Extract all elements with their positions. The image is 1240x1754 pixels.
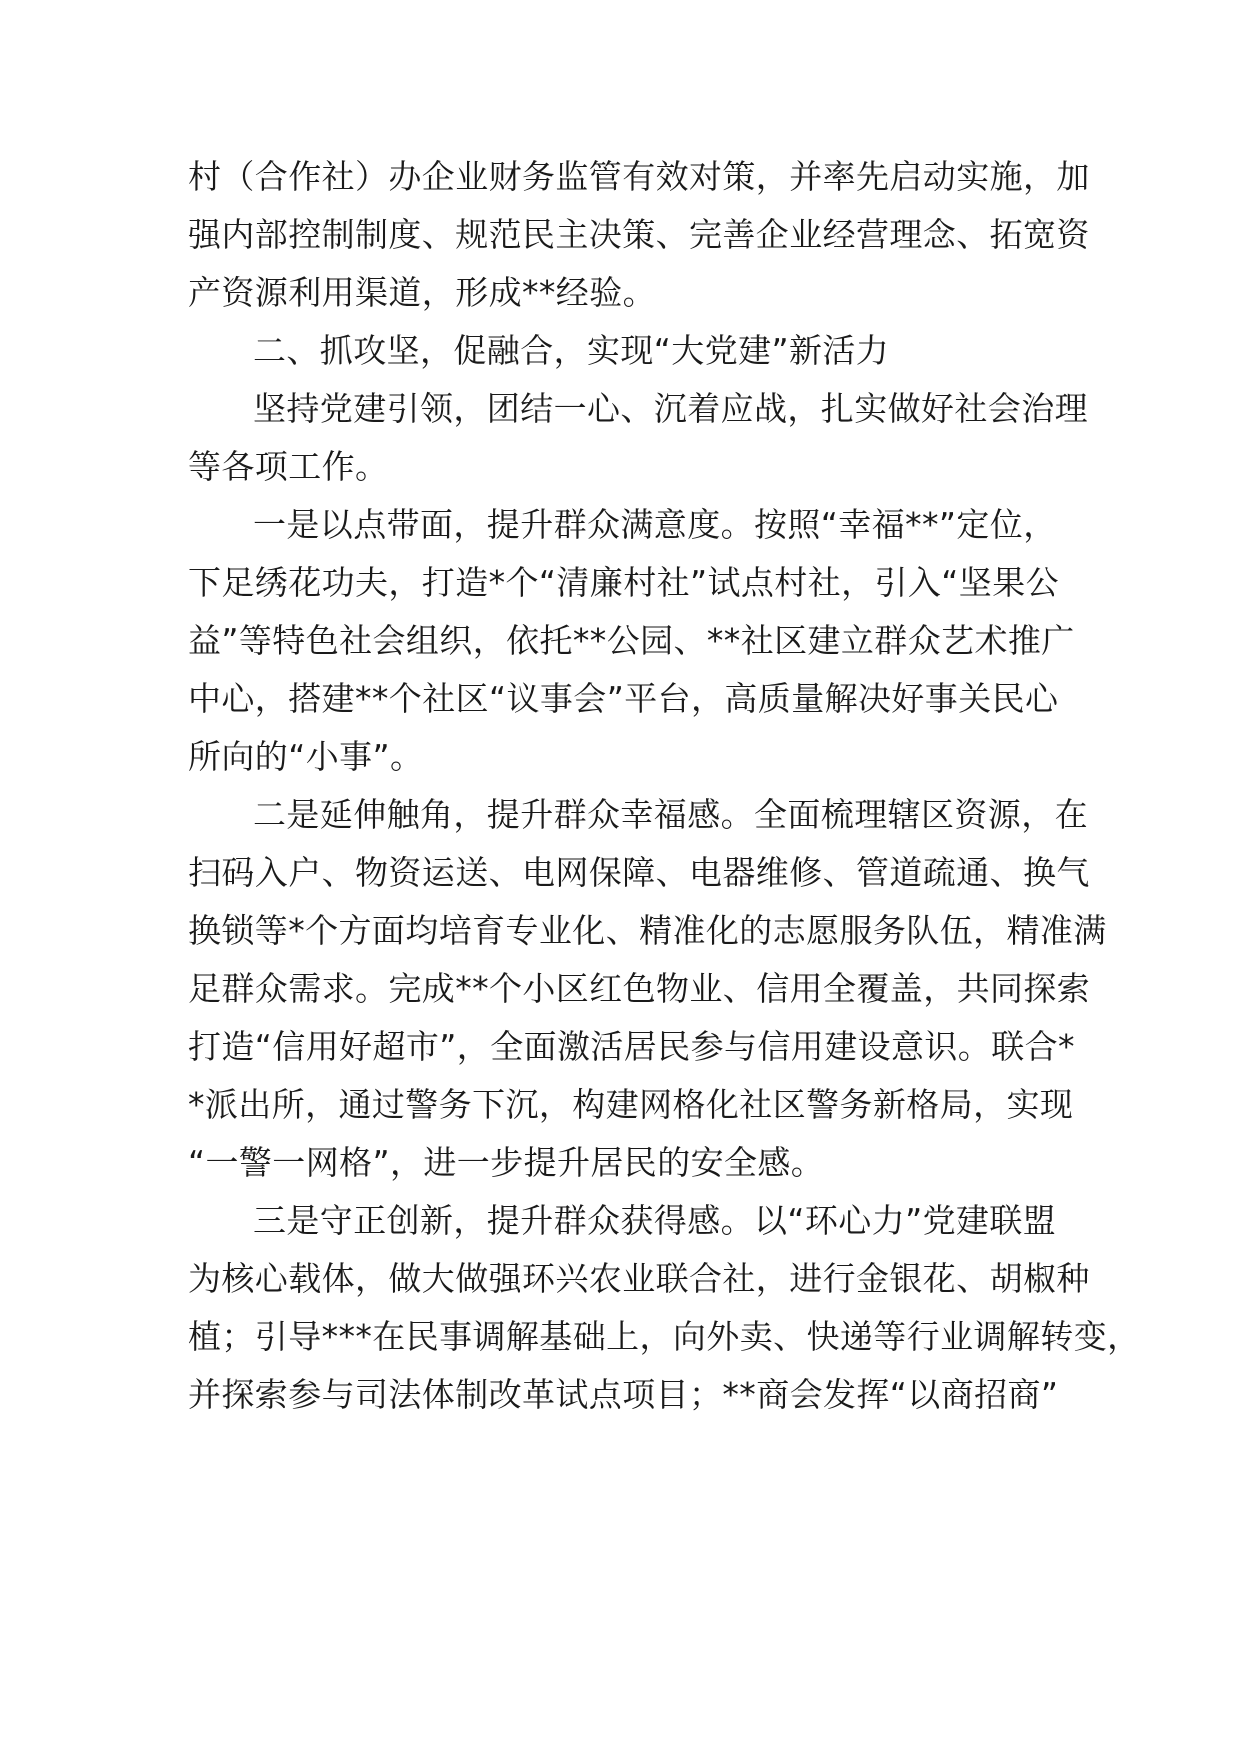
text-line-21: 植；引导***在民事调解基础上，向外卖、快递等行业调解转变，: [188, 1317, 1141, 1356]
text-line-2: 强内部控制制度、规范民主决策、完善企业经营理念、拓宽资: [188, 215, 1090, 254]
text-line-11: 所向的“小事”。: [188, 737, 424, 776]
text-line-12: 二是延伸触角，提升群众幸福感。全面梳理辖区资源，在: [253, 795, 1088, 834]
text-line-7: 一是以点带面，提升群众满意度。按照“幸福**”定位，: [253, 505, 1057, 544]
text-line-14: 换锁等*个方面均培育专业化、精准化的志愿服务队伍，精准满: [188, 911, 1107, 950]
text-line-13: 扫码入户、物资运送、电网保障、电器维修、管道疏通、换气: [188, 853, 1090, 892]
text-line-1: 村（合作社）办企业财务监管有效对策，并率先启动实施，加: [188, 157, 1090, 196]
text-line-18: “一警一网格”，进一步提升居民的安全感。: [188, 1143, 825, 1182]
text-line-22: 并探索参与司法体制改革试点项目；**商会发挥“以商招商”: [188, 1375, 1059, 1414]
text-line-5: 坚持党建引领，团结一心、沉着应战，扎实做好社会治理: [253, 389, 1088, 428]
text-line-9: 益”等特色社会组织，依托**公园、**社区建立群众艺术推广: [188, 621, 1075, 660]
text-line-20: 为核心载体，做大做强环兴农业联合社，进行金银花、胡椒种: [188, 1259, 1090, 1298]
section-heading: 二、抓攻坚，促融合，实现“大党建”新活力: [253, 331, 890, 370]
text-line-3: 产资源利用渠道，形成**经验。: [188, 273, 656, 312]
text-line-16: 打造“信用好超市”，全面激活居民参与信用建设意识。联合*: [188, 1027, 1075, 1066]
text-line-17: *派出所，通过警务下沉，构建网格化社区警务新格局，实现: [188, 1085, 1074, 1124]
text-line-8: 下足绣花功夫，打造*个“清廉村社”试点村社，引入“坚果公: [188, 563, 1059, 602]
text-line-19: 三是守正创新，提升群众获得感。以“环心力”党建联盟: [253, 1201, 1057, 1240]
text-line-10: 中心，搭建**个社区“议事会”平台，高质量解决好事关民心: [188, 679, 1059, 718]
text-line-6: 等各项工作。: [188, 447, 389, 486]
text-line-15: 足群众需求。完成**个小区红色物业、信用全覆盖，共同探索: [188, 969, 1091, 1008]
